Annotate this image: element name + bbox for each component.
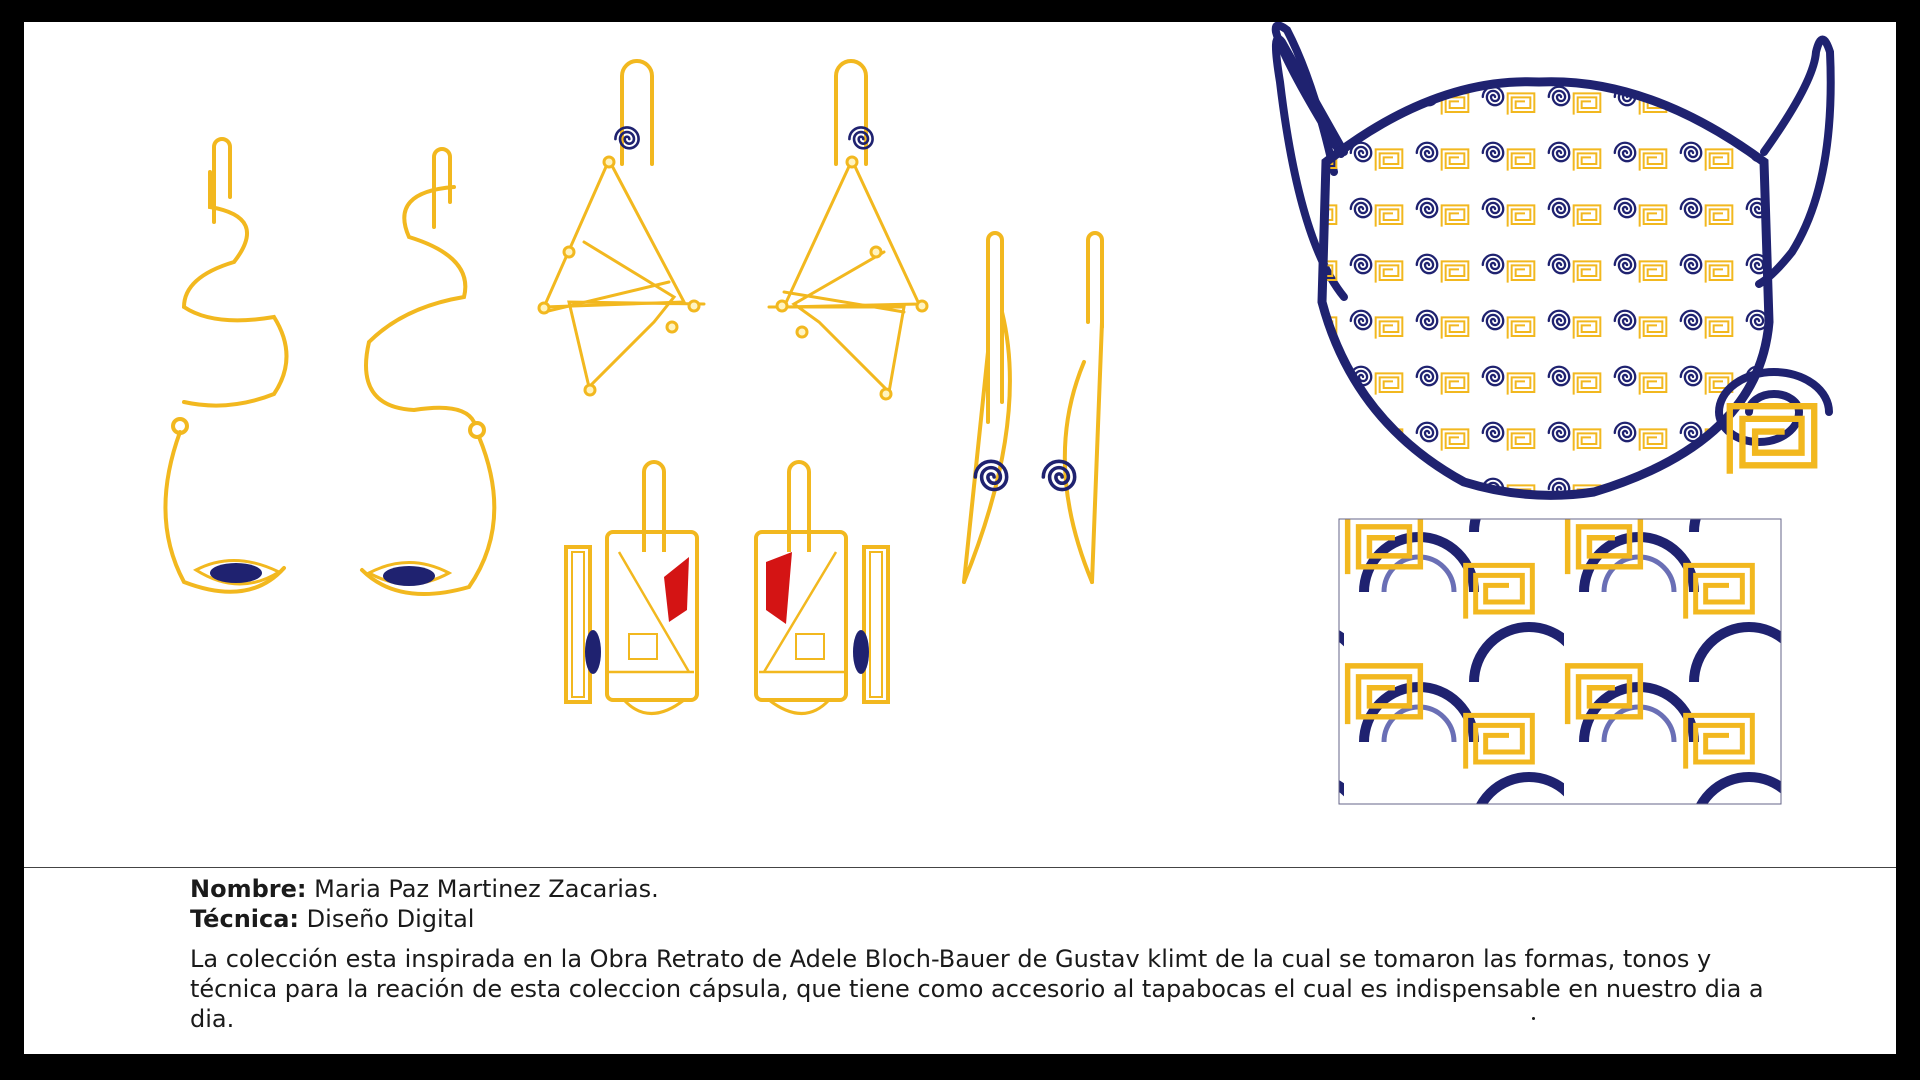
earring-serpentine-right	[362, 149, 494, 594]
jewelry-collection-artwork	[24, 22, 1896, 867]
name-value: Maria Paz Martinez Zacarias.	[314, 875, 659, 903]
technique-label: Técnica:	[190, 905, 300, 933]
earring-bar-left	[964, 233, 1010, 582]
earring-serpentine-left	[165, 139, 286, 592]
pattern-swatch	[1339, 519, 1781, 804]
name-label: Nombre:	[190, 875, 307, 903]
technique-row	[190, 904, 1790, 934]
earring-triangle-right	[769, 61, 927, 399]
earring-bar-right	[1065, 233, 1102, 582]
technique-value: Diseño Digital	[306, 905, 475, 933]
face-mask	[1276, 25, 1831, 495]
caption-divider	[24, 867, 1896, 868]
motif-icons	[1719, 372, 1829, 474]
earring-triangle-left	[539, 61, 704, 395]
presentation-board	[24, 22, 1896, 1054]
description-text: La colección esta inspirada en la Obra Retrato de Adele Bloch-Bauer de Gustav klimt de la cual se tomaron las formas, tonos y técnica para la reación de esta coleccion cápsula, que tiene como accesorio al tapabocas el cual es indispensable en nuestro dia a dia.	[190, 945, 1764, 1033]
caption-block	[190, 874, 1790, 1034]
stray-dot	[1532, 1017, 1535, 1020]
name-row	[190, 874, 1790, 904]
